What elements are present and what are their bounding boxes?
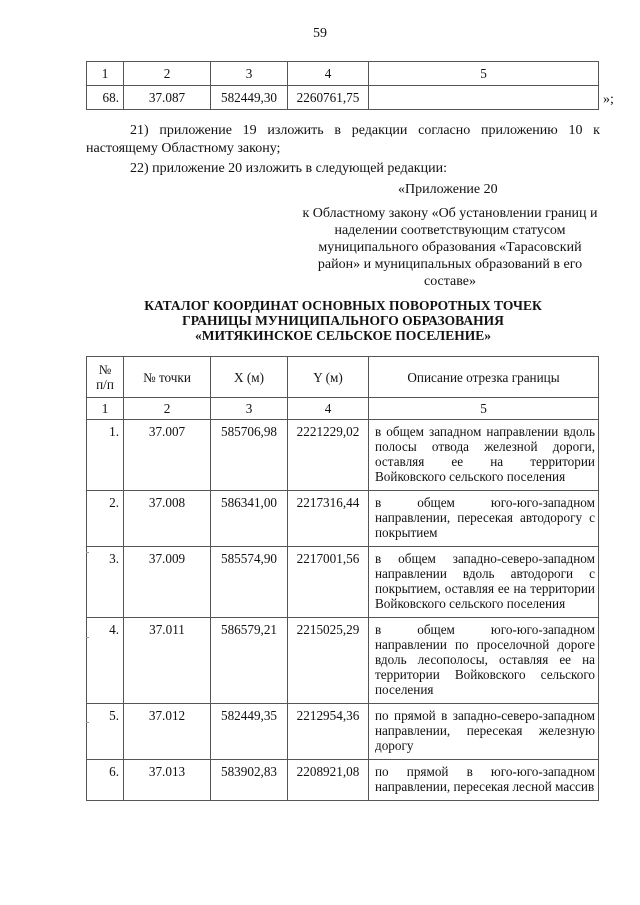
row-number: 5. [87,704,124,760]
header-description: Описание отрезка границы [369,357,599,398]
col-number: 4 [288,398,369,420]
segment-description: в общем западном направлении вдоль полосы отвода железной дороги, оставляя ее на территории Войковского сельского поселения [369,420,599,491]
row-number: 68. [87,86,124,110]
margin-mark [86,552,89,553]
y-coordinate: 2212954,36 [288,704,369,760]
col-number: 3 [211,398,288,420]
col-number: 5 [369,62,599,86]
point-number: 37.007 [124,420,211,491]
x-coordinate: 586579,21 [211,618,288,704]
row-number: 6. [87,760,124,801]
coordinates-table [86,356,599,801]
segment-description [369,86,599,110]
y-coordinate: 2215025,29 [288,618,369,704]
table-row [87,86,599,110]
margin-mark [86,637,89,638]
col-number: 1 [87,398,124,420]
point-number: 37.008 [124,491,211,547]
row-number: 3. [87,547,124,618]
header-text: п/п [96,377,114,392]
page-number: 59 [313,26,327,41]
segment-description: в общем юго-юго-западном направлении, пересекая автодорогу с покрытием [369,491,599,547]
column-numbers-row [87,398,599,420]
row-number: 4. [87,618,124,704]
segment-description: по прямой в юго-юго-западном направлении, пересекая лесной массив [369,760,599,801]
appendix-reference: к Областному закону «Об установлении границ и наделении соответствующим статусом муниципального образования «Тарасовский район» и муниципальных образований в его составе» [302,206,598,289]
y-coordinate: 2260761,75 [288,86,369,110]
point-number: 37.087 [124,86,211,110]
header-point: № точки [124,357,211,398]
row-number: 2. [87,491,124,547]
appendix-title: «Приложение 20 [398,182,498,197]
segment-description: в общем западно-северо-западном направлении вдоль автодороги с покрытием, оставляя ее на территории Войковского сельского поселения [369,547,599,618]
segment-description: в общем юго-юго-западном направлении по проселочной дороге вдоль лесополосы, оставляя ее на территории Войковского сельского поселения [369,618,599,704]
table-row [87,420,599,491]
col-number: 4 [288,62,369,86]
segment-description: по прямой в западно-северо-западном направлении, пересекая железную дорогу [369,704,599,760]
header-text: № [98,362,112,377]
closing-quote: »; [603,92,614,107]
point-number: 37.011 [124,618,211,704]
col-number: 1 [87,62,124,86]
y-coordinate: 2208921,08 [288,760,369,801]
point-number: 37.013 [124,760,211,801]
paragraph-21: 21) приложение 19 изложить в редакции согласно приложению 10 к настоящему Областному закону; [86,123,600,156]
y-coordinate: 2217316,44 [288,491,369,547]
table-header-row [87,357,599,398]
x-coordinate: 586341,00 [211,491,288,547]
table-row [87,547,599,618]
previous-table [86,61,599,110]
table-row [87,618,599,704]
y-coordinate: 2221229,02 [288,420,369,491]
x-coordinate: 585574,90 [211,547,288,618]
y-coordinate: 2217001,56 [288,547,369,618]
header-x: X (м) [211,357,288,398]
table-row [87,760,599,801]
x-coordinate: 583902,83 [211,760,288,801]
col-number: 2 [124,398,211,420]
point-number: 37.012 [124,704,211,760]
col-number: 5 [369,398,599,420]
margin-mark [86,722,89,723]
heading-line: КАТАЛОГ КООРДИНАТ ОСНОВНЫХ ПОВОРОТНЫХ ТОЧЕК [144,298,542,313]
catalog-heading [86,298,600,343]
x-coordinate: 585706,98 [211,420,288,491]
heading-line: ГРАНИЦЫ МУНИЦИПАЛЬНОГО ОБРАЗОВАНИЯ [182,313,504,328]
x-coordinate: 582449,35 [211,704,288,760]
x-coordinate: 582449,30 [211,86,288,110]
point-number: 37.009 [124,547,211,618]
table-row [87,704,599,760]
header-row-number [87,357,124,398]
header-y: Y (м) [288,357,369,398]
table-header-row [87,62,599,86]
table-row [87,491,599,547]
paragraph-22: 22) приложение 20 изложить в следующей редакции: [130,161,447,176]
col-number: 2 [124,62,211,86]
row-number: 1. [87,420,124,491]
col-number: 3 [211,62,288,86]
heading-line: «МИТЯКИНСКОЕ СЕЛЬСКОЕ ПОСЕЛЕНИЕ» [195,328,491,343]
